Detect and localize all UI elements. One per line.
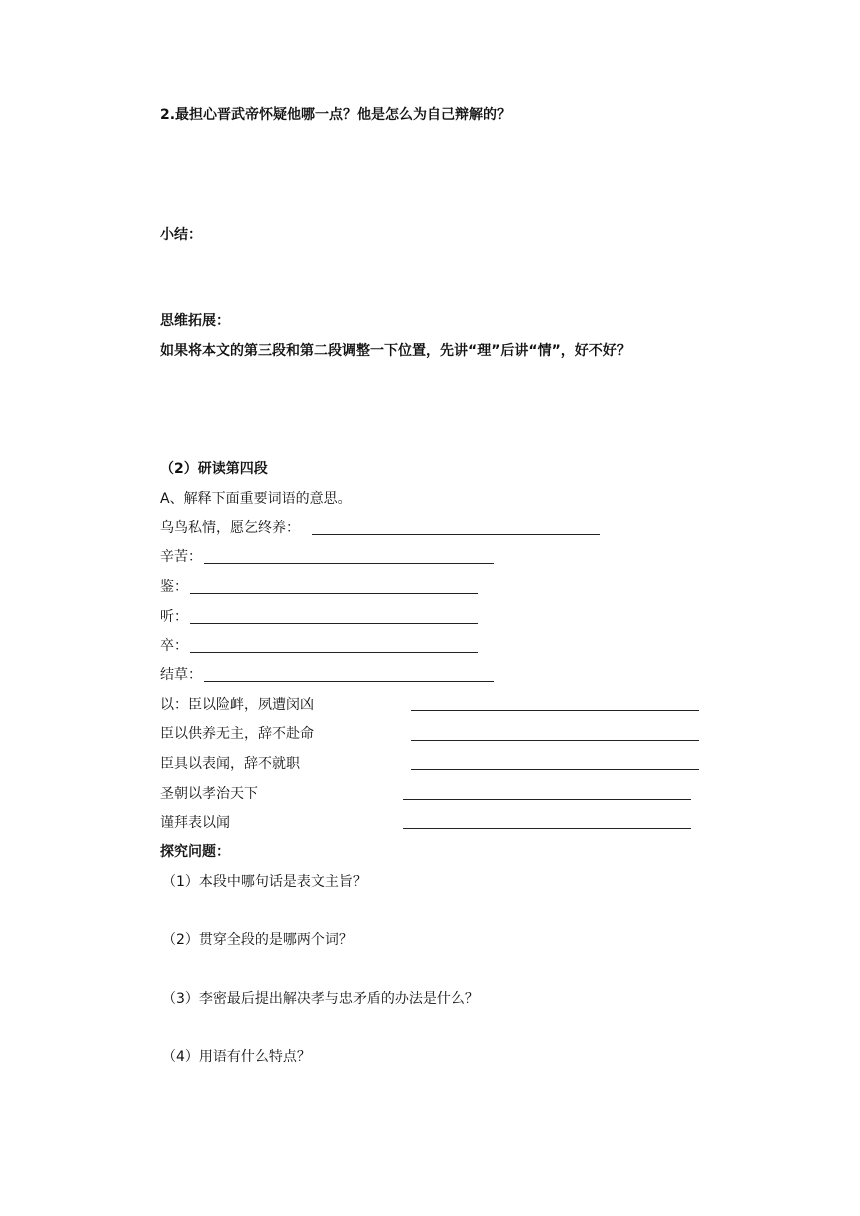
question-2: 2.最担心晋武帝怀疑他哪一点？他是怎么为自己辩解的？ [160,107,512,123]
answer-blank[interactable] [403,828,691,829]
term-label: 听： [160,609,188,625]
yi-sentence: 臣具以表闻，辞不就职 [160,756,300,772]
explore-question: （1）本段中哪句话是表文主旨？ [162,874,367,890]
term-label: 辛苦： [160,549,202,565]
term-label: 结草： [160,667,202,683]
extension-question: 如果将本文的第三段和第二段调整一下位置，先讲“理”后讲“情”，好不好？ [160,343,631,359]
explore-question: （4）用语有什么特点？ [162,1049,311,1065]
yi-sentence: 臣以供养无主，辞不赴命 [160,726,314,742]
yi-sentence: 以：臣以险衅，夙遭闵凶 [160,697,314,713]
answer-blank[interactable] [411,769,699,770]
vocab-instruction: A、解释下面重要词语的意思。 [160,491,352,507]
yi-sentence: 谨拜表以闻 [160,815,230,831]
term-label: 卒： [160,638,188,654]
summary-label: 小结： [160,227,202,243]
section-4-title: （2）研读第四段 [160,461,268,477]
answer-blank[interactable] [403,799,691,800]
term-label: 鉴： [160,579,188,595]
term-label: 乌鸟私情，愿乞终养： [160,520,300,536]
extension-label: 思维拓展： [160,313,230,329]
answer-blank[interactable] [190,623,478,624]
answer-blank[interactable] [411,710,699,711]
answer-blank[interactable] [204,681,494,682]
answer-blank[interactable] [411,740,699,741]
answer-blank[interactable] [190,652,478,653]
answer-blank[interactable] [312,534,600,535]
explore-question: （3）李密最后提出解决孝与忠矛盾的办法是什么？ [162,991,479,1007]
yi-sentence: 圣朝以孝治天下 [160,786,258,802]
answer-blank[interactable] [190,593,478,594]
explore-label: 探究问题： [160,844,230,860]
answer-blank[interactable] [204,563,494,564]
explore-question: （2）贯穿全段的是哪两个词？ [162,932,353,948]
